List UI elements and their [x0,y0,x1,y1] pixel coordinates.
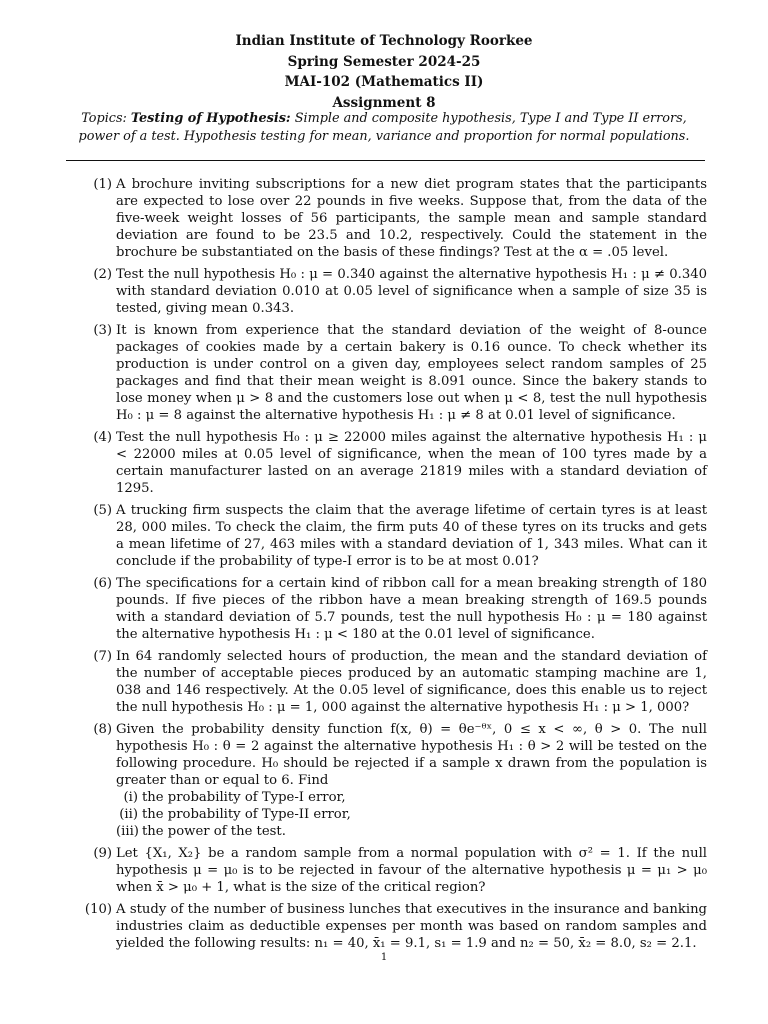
question-number: (8) [93,722,112,737]
question-text: Test the null hypothesis H₀ : μ = 0.340 against the alternative hypothesis H₁ : μ ≠ 0.340 with standard deviation 0.010 at 0.05 level of significance when a sample of size 35 is tested, giving mean 0.343. [116,267,707,316]
question-2 [80,266,707,317]
question-text: A trucking firm suspects the claim that the average lifetime of certain tyres is at least 28, 000 miles. To check the claim, the firm puts 40 of these tyres on its trucks and gets a mean lifetime of 27, 463 miles with a standard deviation of 1, 343 miles. What can it conclude if the probability of type-I error is to be at most 0.01? [116,503,707,569]
question-9 [80,845,707,896]
question-text: Let {X₁, X₂} be a random sample from a normal population with σ² = 1. If the null hypothesis μ = μ₀ is to be rejected in favour of the alternative hypothesis μ = μ₁ > μ₀ when x̄ > μ₀ + 1, what is the size of the critical region? [116,846,707,895]
sub-item-text: the power of the test. [142,824,286,839]
question-text: In 64 randomly selected hours of production, the mean and the standard deviation of the number of acceptable pieces produced by an automatic stamping machine are 1, 038 and 146 respectively. At the 0.05 level of significance, does this enable us to reject the null hypothesis H₀ : μ = 1, 000 against the alternative hypothesis H₁ : μ > 1, 000? [116,649,707,715]
topics-text: Simple and composite hypothesis, Type I and Type II errors, power of a test. Hypothesis testing for mean, variance and proportion for normal populations. [78,111,690,144]
question-8 [80,721,707,840]
institute-title: Indian Institute of Technology Roorkee [235,33,533,49]
sub-item-number: (ii) [119,807,138,822]
question-number: (1) [93,177,112,192]
question-text: A study of the number of business lunches that executives in the insurance and banking industries claim as deductible expenses per month was based on random samples and yielded the following results: n₁ = 40, x̄₁ = 9.1, s₁ = 1.9 and n₂ = 50, x̄₂ = 8.0, s₂ = 2.1. [116,902,707,951]
page-number: 1 [380,952,388,963]
question-4 [80,429,707,497]
question-number: (2) [93,267,112,282]
topics-label: Topics: [81,111,127,126]
question-text: It is known from experience that the standard deviation of the weight of 8-ounce packages of cookies made by a certain bakery is 0.16 ounce. To check whether its production is under control on a given day, employees select random samples of 25 packages and find that their mean weight is 8.091 ounce. Since the bakery stands to lose money when μ > 8 and the customers lose out when μ < 8, test the null hypothesis H₀ : μ = 8 against the alternative hypothesis H₁ : μ ≠ 8 at 0.01 level of significance. [116,323,707,423]
sub-item [116,806,707,823]
assignment-title: Assignment 8 [332,95,436,111]
question-number: (10) [84,902,112,917]
sub-item [116,823,707,840]
question-text: The specifications for a certain kind of ribbon call for a mean breaking strength of 180 pounds. If five pieces of the ribbon have a mean breaking strength of 169.5 pounds with a standard deviation of 5.7 pounds, test the null hypothesis H₀ : μ = 180 against the alternative hypothesis H₁ : μ < 180 at the 0.01 level of significance. [116,576,707,642]
question-number: (7) [93,649,112,664]
sub-item [116,789,707,806]
topics-line [60,110,708,146]
question-text: A brochure inviting subscriptions for a new diet program states that the participants are expected to lose over 22 pounds in five weeks. Suppose that, from the data of the five-week weight losses of 56 participants, the sample mean and sample standard deviation are found to be 23.5 and 10.2, respectively. Could the statement in the brochure be substantiated on the basis of these findings? Test at the α = .05 level. [116,177,707,260]
question-6 [80,575,707,643]
question-text: Test the null hypothesis H₀ : μ ≥ 22000 miles against the alternative hypothesis H₁ : μ < 22000 miles at 0.05 level of significance, when the mean of 100 tyres made by a certain manufacturer lasted on an average 21819 miles with a standard deviation of 1295. [116,430,707,496]
question-10 [80,901,707,952]
sub-item-text: the probability of Type-II error, [142,807,351,822]
question-3 [80,322,707,424]
sub-item-text: the probability of Type-I error, [142,790,346,805]
question-number: (9) [93,846,112,861]
question-number: (6) [93,576,112,591]
horizontal-rule [66,160,705,161]
semester-title: Spring Semester 2024-25 [287,54,481,70]
question-number: (4) [93,430,112,445]
question-5 [80,502,707,570]
question-7 [80,648,707,716]
question-1 [80,176,707,261]
topics-bold: Testing of Hypothesis: [130,111,291,126]
question-number: (3) [93,323,112,338]
course-title: MAI-102 (Mathematics II) [284,74,484,90]
question-number: (5) [93,503,112,518]
question-list [80,176,707,957]
sub-item-number: (i) [123,790,138,805]
question-text: Given the probability density function f(x, θ) = θe⁻ᶿˣ, 0 ≤ x < ∞, θ > 0. The null hypothesis H₀ : θ = 2 against the alternative hypothesis H₁ : θ > 2 will be tested on the following procedure. H₀ should be rejected if a sample x drawn from the population is greater than or equal to 6. Find [116,722,707,788]
sub-item-number: (iii) [116,824,139,839]
